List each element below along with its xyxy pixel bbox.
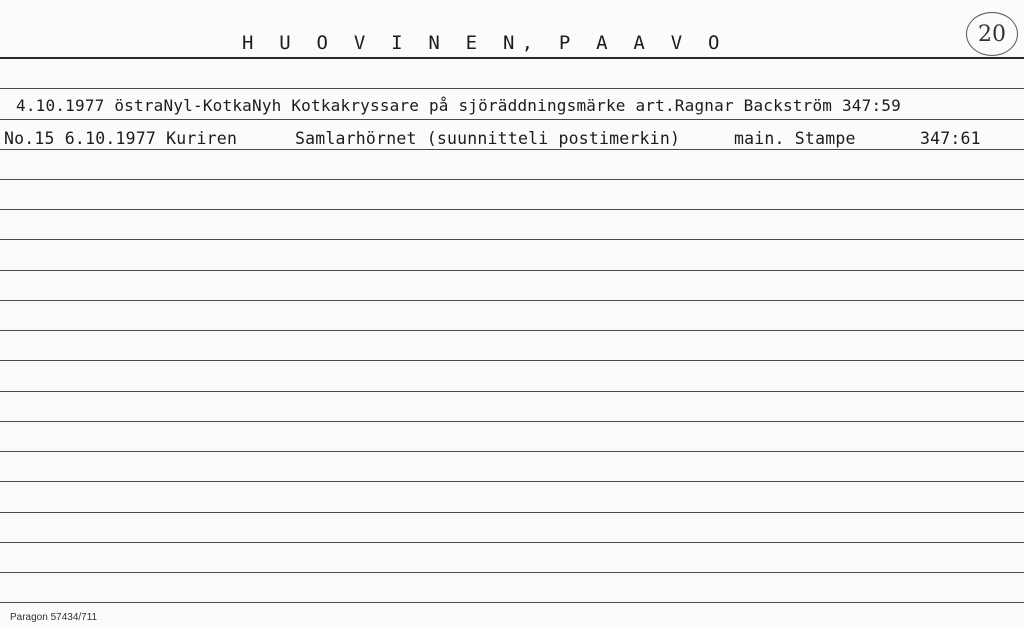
card-entry-2-article: Samlarhörnet (suunnitteli postimerkin) (295, 129, 681, 148)
ruled-line (0, 149, 1024, 150)
ruled-line (0, 270, 1024, 271)
card-footer-print: Paragon 57434/711 (10, 612, 98, 623)
ruled-line (0, 88, 1024, 89)
ruled-line (0, 209, 1024, 210)
handwritten-card-number (966, 12, 1018, 56)
ruled-line (0, 542, 1024, 543)
card-entry-1: 4.10.1977 östraNyl-KotkaNyh Kotkakryssare på sjöräddningsmärke art.Ragnar Backström 347:59 (16, 96, 901, 115)
ruled-line (0, 179, 1024, 180)
card-entry-2-source: No.15 6.10.1977 Kuriren (4, 129, 238, 148)
ruled-line (0, 391, 1024, 392)
ruled-line (0, 451, 1024, 452)
card-entry-2-ref: 347:61 (920, 129, 981, 148)
header-rule (0, 57, 1024, 59)
ruled-line (0, 239, 1024, 240)
ruled-line (0, 360, 1024, 361)
ruled-line (0, 572, 1024, 573)
ruled-line (0, 330, 1024, 331)
ruled-line (0, 512, 1024, 513)
card-entry-2-author: main. Stampe (734, 129, 856, 148)
ruled-line (0, 119, 1024, 120)
card-title: H U O V I N E N, P A A V O (242, 32, 727, 54)
ruled-line (0, 481, 1024, 482)
ruled-line (0, 300, 1024, 301)
card-number: 20 (978, 21, 1006, 47)
ruled-line (0, 421, 1024, 422)
ruled-line (0, 602, 1024, 603)
